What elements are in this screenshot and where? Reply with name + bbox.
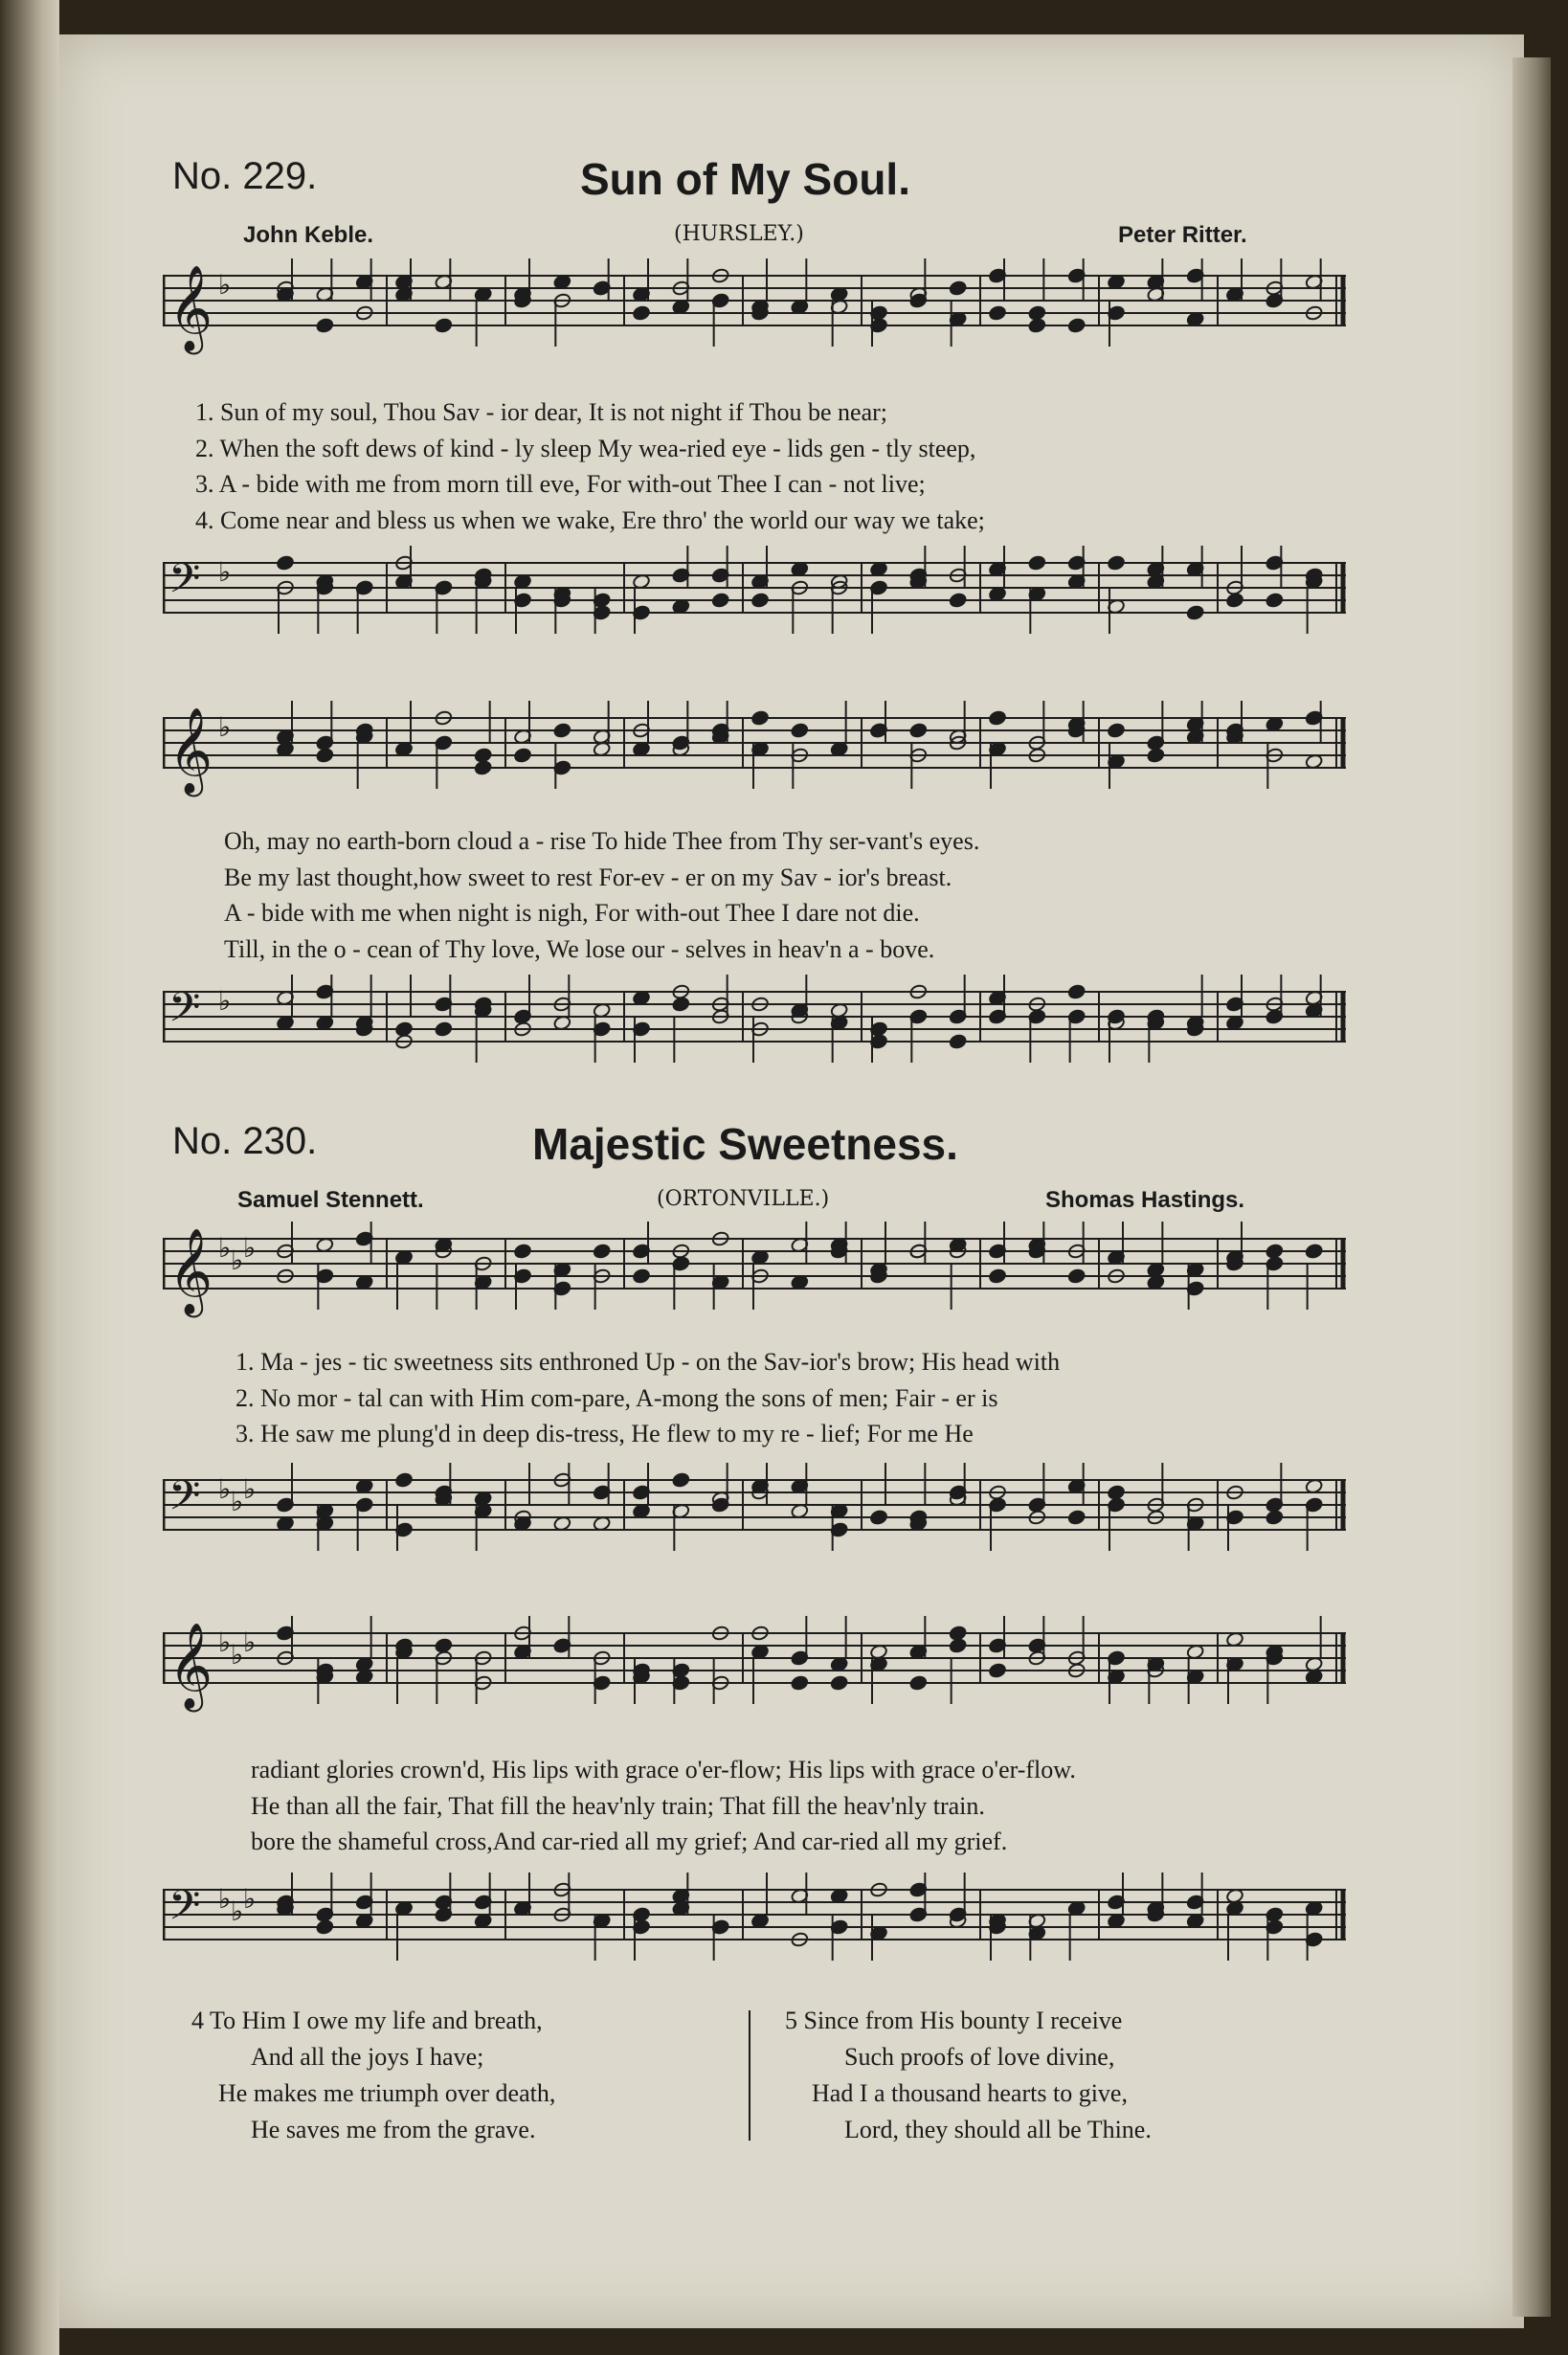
svg-text:𝄞: 𝄞 <box>168 265 213 351</box>
verse-line: He saves me from the grave. <box>251 2116 536 2143</box>
treble-staff <box>163 701 1346 835</box>
verse-line: Such proofs of love divine, <box>844 2043 1115 2071</box>
lyric-line: He than all the fair, That fill the heav'nly train; That fill the heav'nly train. <box>251 1791 985 1820</box>
verse-line: 4 To Him I owe my life and breath, <box>191 2007 543 2034</box>
lyric-line: 2. When the soft dews of kind - ly sleep My wea-ried eye - lids gen - tly steep, <box>195 434 976 462</box>
verse-line: He makes me triumph over death, <box>218 2079 556 2107</box>
lyric-line: 3. A - bide with me from morn till eve, For with-out Thee I can - not live; <box>195 470 926 498</box>
bass-staff <box>163 1873 1346 1997</box>
lyrics-block <box>224 823 979 967</box>
svg-text:♭: ♭ <box>231 1245 244 1276</box>
hymn-composer: Shomas Hastings. <box>1045 1187 1245 1213</box>
lyric-line: 1. Ma - jes - tic sweetness sits enthroned Up - on the Sav-ior's brow; His head with <box>235 1348 1061 1376</box>
verse-line: 5 Since from His bounty I receive <box>785 2007 1123 2034</box>
treble-staff <box>163 258 1346 392</box>
hymn-author: John Keble. <box>243 222 374 248</box>
svg-text:♭: ♭ <box>218 1883 232 1915</box>
treble-staff <box>163 1222 1346 1346</box>
verse-line: And all the joys I have; <box>251 2043 484 2071</box>
lyric-line: Be my last thought,how sweet to rest For-ev - er on my Sav - ior's breast. <box>224 863 952 891</box>
book-gutter <box>0 0 59 2355</box>
lyric-line: radiant glories crown'd, His lips with grace o'er-flow; His lips with grace o'er-flow. <box>251 1756 1076 1783</box>
svg-text:♭: ♭ <box>218 1232 232 1264</box>
lyric-line: Till, in the o - cean of Thy love, We lose our - selves in heav'n a - bove. <box>224 934 935 963</box>
hymn-tune-name: (HURSLEY.) <box>674 222 804 246</box>
svg-text:♭: ♭ <box>231 1895 244 1927</box>
svg-text:♭: ♭ <box>218 985 232 1017</box>
svg-text:♭: ♭ <box>231 1486 244 1517</box>
extra-verse <box>191 2003 555 2148</box>
page-edge <box>1512 57 1551 2317</box>
bass-staff <box>163 1463 1346 1587</box>
lyric-line: A - bide with me when night is nigh, For with-out Thee I dare not die. <box>224 899 920 927</box>
svg-text:♭: ♭ <box>243 1473 257 1505</box>
hymn-tune-name: (ORTONVILLE.) <box>657 1187 830 1211</box>
svg-text:♭: ♭ <box>243 1883 257 1915</box>
svg-text:𝄞: 𝄞 <box>168 1228 213 1314</box>
svg-text:𝄢: 𝄢 <box>168 555 201 613</box>
lyric-line: bore the shameful cross,And car-ried all my grief; And car-ried all my grief. <box>251 1828 1008 1855</box>
svg-text:♭: ♭ <box>218 269 232 301</box>
lyric-line: 4. Come near and bless us when we wake, Ere thro' the world our way we take; <box>195 505 985 534</box>
extra-verse <box>785 2003 1152 2148</box>
bass-staff <box>163 546 1346 670</box>
lyric-line: 3. He saw me plung'd in deep dis-tress, He flew to my re - lief; For me He <box>235 1420 974 1447</box>
verse-divider <box>749 2010 750 2141</box>
svg-text:𝄢: 𝄢 <box>168 1472 201 1530</box>
hymn-title: Sun of My Soul. <box>580 154 910 204</box>
svg-text:♭: ♭ <box>243 1232 257 1264</box>
hymn-number: No. 230. <box>172 1120 318 1162</box>
hymn-composer: Peter Ritter. <box>1118 222 1247 248</box>
hymn-author: Samuel Stennett. <box>237 1187 424 1213</box>
svg-text:♭: ♭ <box>243 1626 257 1658</box>
lyrics-block <box>251 1752 1076 1860</box>
lyric-line: Oh, may no earth-born cloud a - rise To hide Thee from Thy ser-vant's eyes. <box>224 827 980 855</box>
svg-text:♭: ♭ <box>231 1639 244 1671</box>
bass-staff <box>163 975 1346 1099</box>
treble-staff <box>163 1616 1346 1740</box>
lyrics-block <box>235 1344 1060 1452</box>
hymn-number: No. 229. <box>172 155 318 197</box>
svg-text:♭: ♭ <box>218 711 232 743</box>
svg-text:𝄢: 𝄢 <box>168 984 201 1042</box>
verse-line: Had I a thousand hearts to give, <box>812 2079 1128 2107</box>
svg-text:♭: ♭ <box>218 1626 232 1658</box>
lyric-line: 2. No mor - tal can with Him com-pare, A-mong the sons of men; Fair - er is <box>235 1383 998 1412</box>
svg-text:♭: ♭ <box>218 556 232 588</box>
verse-line: Lord, they should all be Thine. <box>844 2116 1152 2143</box>
svg-text:𝄞: 𝄞 <box>168 707 213 794</box>
hymn-title: Majestic Sweetness. <box>532 1119 958 1169</box>
svg-text:𝄢: 𝄢 <box>168 1882 201 1940</box>
svg-text:𝄞: 𝄞 <box>168 1623 213 1709</box>
lyric-line: 1. Sun of my soul, Thou Sav - ior dear, It is not night if Thou be near; <box>195 398 888 426</box>
lyrics-block <box>195 394 985 538</box>
svg-text:♭: ♭ <box>218 1473 232 1505</box>
